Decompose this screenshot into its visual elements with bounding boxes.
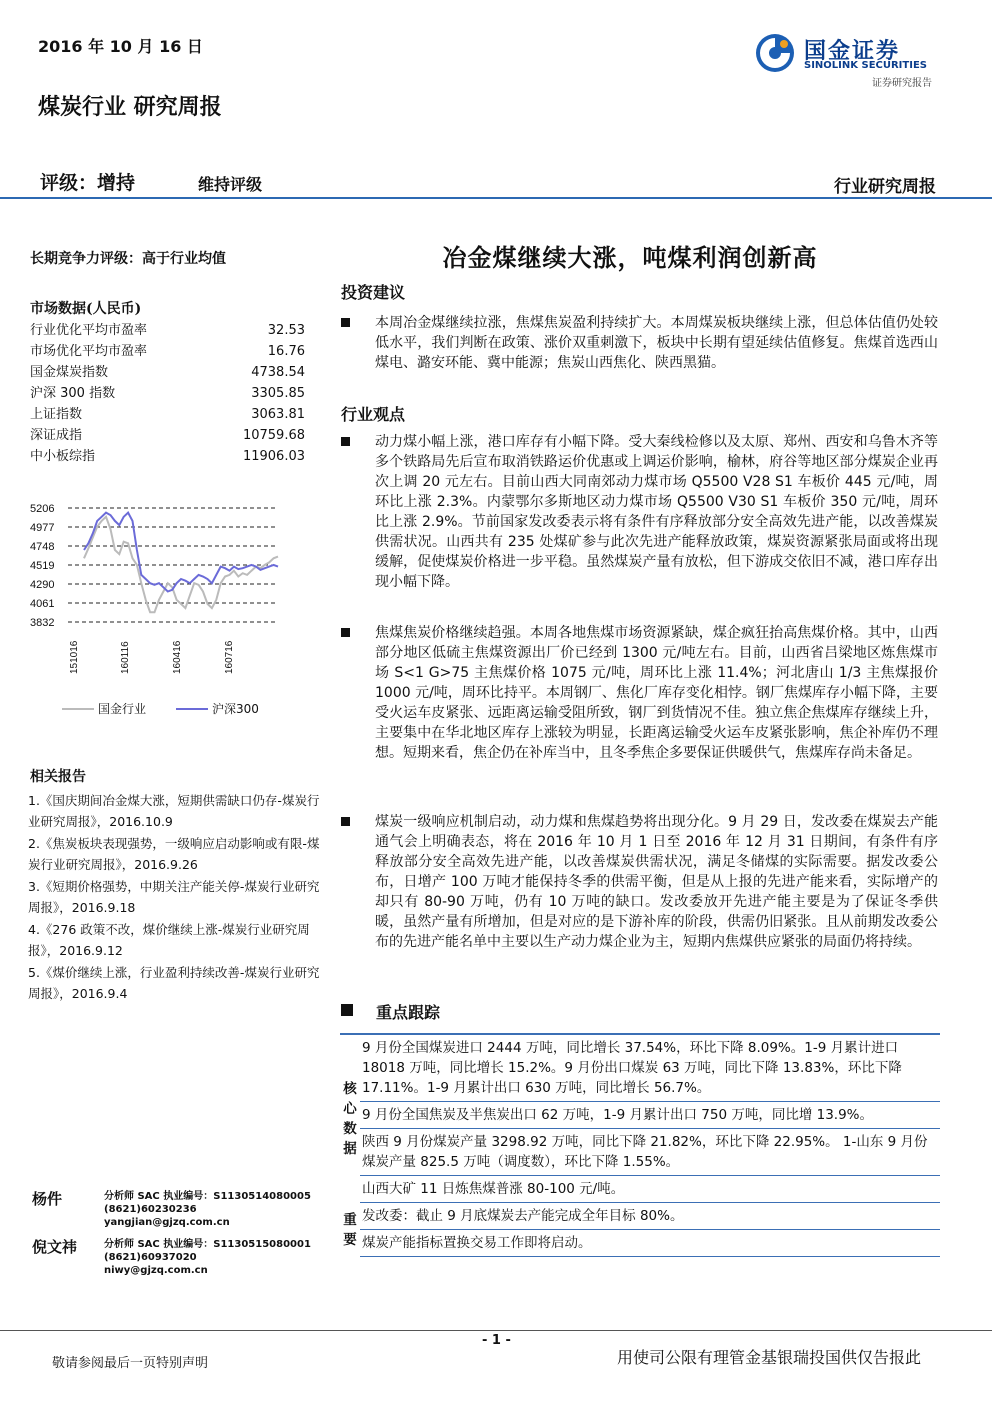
bullet-square-icon	[341, 318, 350, 327]
logo-chinese: 国金证券	[804, 39, 901, 64]
market-data-label: 沪深 300 指数	[30, 386, 116, 401]
related-report-item[interactable]: 1.《国庆期间冶金煤大涨，短期供需缺口仍存-煤炭行业研究周报》，2016.10.9	[28, 793, 320, 829]
market-data-value: 4738.54	[251, 365, 305, 380]
logo-subtitle: 证券研究报告	[872, 78, 932, 89]
table-row	[340, 1129, 940, 1176]
analyst-name: 杨件	[32, 1190, 63, 1208]
view-bullet	[341, 432, 938, 592]
chart-y-tick-label: 4290	[30, 579, 55, 591]
market-data-table	[30, 320, 305, 467]
chart-x-tick-label: 160116	[120, 641, 131, 674]
related-reports-list	[28, 790, 320, 1005]
investment-bullet	[341, 313, 938, 373]
view-text: 动力煤小幅上涨，港口库存有小幅下降。受大秦线检修以及太原、郑州、西安和乌鲁木齐等多个铁路局先后宣布取消铁路运价优惠或上调运价影响，榆林，府谷等地区部分煤炭企业再次上调 20 元左右。目前山西大同南郊动力煤市场 Q5500 V28 S1 车板价 445 元/吨，周环比上涨 2.3%。内蒙鄂尔多斯地区动力煤市场 Q5500 V30 S1 车板价 350 元/吨，周环比上涨 2.9%。节前国家发改委表示将有条件有序释放部分安全高效先进产能，以改善煤炭供需状况。山西共有 235 处煤矿参与此次先进产能释放政策，煤炭资源紧张局面或将出现缓解，促使煤炭价格进一步平稳。虽然煤炭产量有放松，但下游成交依旧不减，港口库存出现小幅下降。	[375, 434, 938, 590]
related-report-item[interactable]: 3.《短期价格强势，中期关注产能关停-煤炭行业研究周报》，2016.9.18	[28, 879, 320, 915]
header-divider	[0, 197, 992, 199]
market-data-label: 行业优化平均市盈率	[30, 323, 148, 338]
bullet-square-icon	[341, 437, 350, 446]
rating: 评级：增持	[40, 172, 136, 194]
market-data-row	[30, 341, 305, 362]
table-label-key: 重要	[343, 1211, 357, 1248]
chart-legend-label: 沪深300	[212, 702, 259, 716]
footer-divider	[0, 1330, 992, 1331]
market-data-label: 国金煤炭指数	[30, 365, 109, 380]
index-line-chart	[26, 496, 316, 726]
chart-x-tick-label: 151016	[69, 640, 80, 674]
table-row	[340, 1102, 940, 1129]
analyst-sac: 分析师 SAC 执业编号：S1130515080001	[104, 1239, 311, 1250]
table-row	[340, 1176, 940, 1203]
chart-y-tick-label: 4748	[30, 541, 55, 553]
competitiveness-rating: 长期竞争力评级：高于行业均值	[30, 251, 226, 267]
logo-english: SINOLINK SECURITIES	[804, 60, 927, 71]
market-data-row	[30, 362, 305, 383]
bullet-square-icon	[341, 817, 350, 826]
market-data-title: 市场数据(人民币)	[30, 301, 142, 317]
table-row	[340, 1034, 940, 1102]
market-data-value: 11906.03	[242, 449, 305, 464]
analyst-info	[104, 1190, 311, 1229]
table-row	[340, 1203, 940, 1230]
market-data-label: 深证成指	[30, 428, 83, 443]
market-data-value: 10759.68	[242, 428, 305, 443]
market-data-label: 上证指数	[30, 407, 83, 422]
analyst-info	[104, 1238, 311, 1277]
analyst-email[interactable]: niwy@gjzq.com.cn	[104, 1265, 208, 1276]
market-data-value: 32.53	[267, 323, 305, 338]
chart-legend-label: 国金行业	[98, 702, 147, 716]
chart-series-line	[84, 513, 278, 592]
related-report-item[interactable]: 2.《焦炭板块表现强势，一级响应启动影响或有限-煤炭行业研究周报》，2016.9.26	[28, 836, 320, 872]
analyst-name: 倪文祎	[32, 1238, 78, 1256]
market-data-value: 16.76	[267, 344, 305, 359]
market-data-value: 3305.85	[251, 386, 305, 401]
analyst-phone: (8621)60230236	[104, 1204, 197, 1215]
main-headline: 冶金煤继续大涨，吨煤利润创新高	[442, 243, 818, 272]
table-cell: 煤炭产能指标置换交易工作即将启动。	[360, 1230, 940, 1257]
table-cell: 发改委：截止 9 月底煤炭去产能完成全年目标 80%。	[360, 1203, 940, 1230]
view-bullet	[341, 623, 938, 763]
sinolink-logo	[754, 30, 954, 90]
market-data-row	[30, 446, 305, 467]
table-label-core: 核心数据	[340, 1034, 360, 1203]
market-data-label: 中小板综指	[30, 449, 96, 464]
bullet-square-icon	[341, 628, 350, 637]
report-date: 2016 年 10 月 16 日	[38, 37, 203, 56]
report-category-title: 煤炭行业 研究周报	[38, 94, 222, 120]
view-text: 煤炭一级响应机制启动，动力煤和焦煤趋势将出现分化。9 月 29 日，发改委在煤炭去产能通气会上明确表态，将在 2016 年 10 月 1 日至 2016 年 12 月 31 日期间，有条件有序释放部分安全高效先进产能，以改善煤炭供需状况，满足冬储煤的实际需要。据发改委公布，日增产 100 万吨才能保持冬季的供需平衡，但是从上报的先进产能来看，实际增产的却只有 80-90 万吨，仍有 10 万吨的缺口。发改委放开先进产能主要是为了保证冬季供暖，虽然产量有所增加，但是对应的是下游补库的阶段，供需仍旧紧张。且从前期发改委公布的先进产能名单中主要以生产动力煤企业为主，短期内焦煤供应紧张的局面仍将持续。	[375, 814, 938, 950]
market-data-row	[30, 404, 305, 425]
investment-text: 本周冶金煤继续拉涨，焦煤焦炭盈利持续扩大。本周煤炭板块继续上涨，但总体估值仍处较低水平，我们判断在政策、涨价双重刺激下，板块中长期有望延续估值修复。焦煤首选西山煤电、潞安环能、冀中能源；焦炭山西焦化、陕西黑猫。	[375, 315, 938, 371]
chart-x-tick-label: 160716	[224, 640, 235, 674]
table-cell: 9 月份全国焦炭及半焦炭出口 62 万吨，1-9 月累计出口 750 万吨，同比增 13.9%。	[360, 1102, 940, 1129]
market-data-row	[30, 320, 305, 341]
table-cell: 陕西 9 月份煤炭产量 3298.92 万吨，同比下降 21.82%，环比下降 22.95%。 1-山东 9 月份煤炭产量 825.5 万吨（调度数），环比下降 1.55%。	[360, 1129, 940, 1176]
report-type: 行业研究周报	[834, 177, 936, 197]
view-text: 焦煤焦炭价格继续趋强。本周各地焦煤市场资源紧缺，煤企疯狂抬高焦煤价格。其中，山西部分地区低硫主焦煤资源出厂价已经到 1300 元/吨左右。目前，山西省吕梁地区炼焦煤市场 S<1 G>75 主焦煤价格 1075 元/吨，周环比上涨 11.4%；河北唐山 1/3 主焦煤报价 1000 元/吨，周环比持平。本周钢厂、焦化厂库存变化相悖。钢厂焦煤库存小幅下降，主要受火运车皮紧张、远距离运输受阻所致，钢厂到货情况不佳。独立焦企焦煤库存继续上升，主要集中在华北地区库存上涨较为明显，长距离运输受火运车皮紧张影响，焦企补库仍不理想。短期来看，焦企仍在补库当中，且冬季焦企多要保证供暖供气，焦煤库存尚未备足。	[375, 625, 938, 761]
analyst-email[interactable]: yangjian@gjzq.com.cn	[104, 1217, 230, 1228]
key-tracking-table	[340, 1033, 940, 1257]
chart-y-tick-label: 4061	[30, 598, 55, 610]
section-investment-advice: 投资建议	[341, 283, 406, 302]
chart-y-tick-label: 5206	[30, 503, 55, 515]
related-report-item[interactable]: 5.《煤价继续上涨，行业盈利持续改善-煤炭行业研究周报》，2016.9.4	[28, 965, 320, 1001]
market-data-value: 3063.81	[251, 407, 305, 422]
sinolink-logo-icon	[754, 32, 796, 74]
market-data-row	[30, 383, 305, 404]
market-data-label: 市场优化平均市盈率	[30, 344, 148, 359]
chart-x-tick-label: 160416	[172, 640, 183, 674]
market-data-row	[30, 425, 305, 446]
chart-y-tick-label: 4519	[30, 560, 55, 572]
chart-y-tick-label: 3832	[30, 617, 55, 629]
section-industry-views: 行业观点	[341, 405, 406, 424]
table-row	[340, 1230, 940, 1257]
related-report-item[interactable]: 4.《276 政策不改，煤价继续上涨-煤炭行业研究周报》，2016.9.12	[28, 922, 310, 958]
table-cell: 9 月份全国煤炭进口 2444 万吨，同比增长 37.54%，环比下降 8.09%。1-9 月累计进口 18018 万吨，同比增长 15.2%。9 月份出口煤炭 63 万吨，同比下降 13.83%，环比下降 17.11%。1-9 月累计出口 630 万吨，同比增长 56.7%。	[360, 1034, 940, 1102]
related-reports-title: 相关报告	[30, 769, 86, 785]
table-cell: 山西大矿 11 日炼焦煤普涨 80-100 元/吨。	[360, 1176, 940, 1203]
section-key-tracking: 重点跟踪	[376, 1003, 441, 1022]
rating-note: 维持评级	[198, 175, 263, 194]
page-number: - 1 -	[482, 1333, 511, 1348]
section-square-icon	[341, 1004, 353, 1016]
analyst-phone: (8621)60937020	[104, 1252, 197, 1263]
footer-disclaimer: 敬请参阅最后一页特别声明	[52, 1356, 209, 1371]
chart-y-tick-label: 4977	[30, 522, 55, 534]
footer-note: 用使司公限有理管金基银瑞投国供仅告报此	[617, 1348, 922, 1367]
analyst-sac: 分析师 SAC 执业编号：S1130514080005	[104, 1191, 311, 1202]
view-bullet	[341, 812, 938, 952]
